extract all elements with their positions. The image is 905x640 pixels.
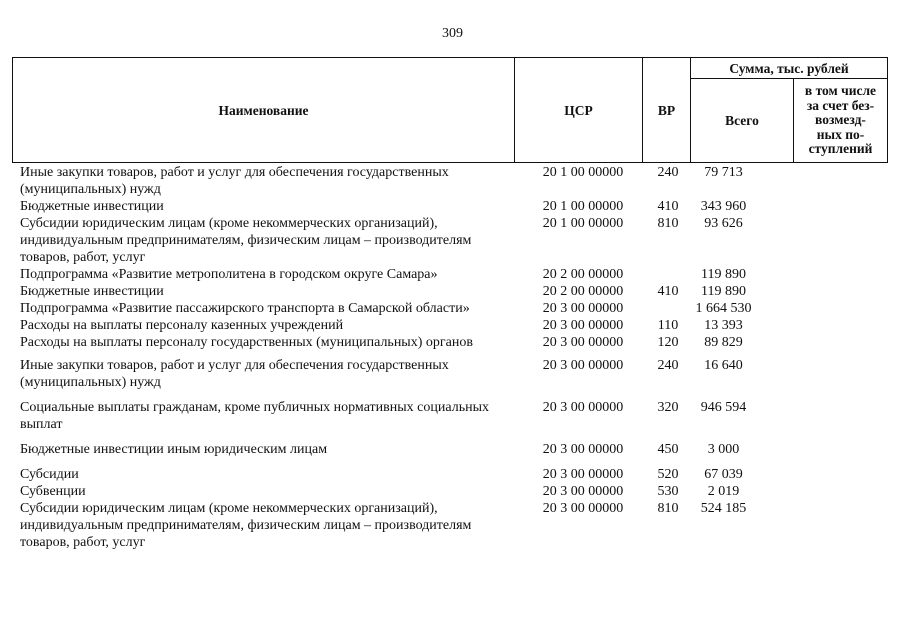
table-header — [12, 57, 888, 163]
table-row — [12, 357, 887, 391]
row-sum: 93 626 — [704, 216, 743, 231]
header-total: Всего — [691, 79, 794, 163]
row-csr: 20 3 00 00000 — [542, 358, 624, 373]
header-including — [794, 79, 888, 163]
row-name: Подпрограмма «Развитие пассажирского транспорта в Самарской области» — [20, 301, 470, 316]
row-sum: 67 039 — [704, 467, 743, 482]
row-vr: 530 — [657, 484, 679, 499]
table-row — [12, 466, 887, 483]
header-name: Наименование — [13, 58, 515, 163]
row-sum: 79 713 — [704, 165, 743, 180]
table-row — [12, 399, 887, 433]
row-csr: 20 2 00 00000 — [542, 267, 624, 282]
table-row — [12, 483, 887, 500]
row-vr: 810 — [657, 216, 679, 231]
row-vr: 410 — [657, 199, 679, 214]
header-including-line: возмезд- — [815, 112, 866, 128]
row-vr: 240 — [657, 165, 679, 180]
row-name: Бюджетные инвестиции иным юридическим лицам — [20, 442, 328, 457]
row-name: Субсидии — [20, 467, 79, 482]
table-row — [12, 300, 887, 317]
table-row — [12, 500, 887, 551]
table-row — [12, 266, 887, 283]
row-csr: 20 3 00 00000 — [542, 335, 624, 350]
row-vr — [642, 300, 690, 317]
row-csr: 20 3 00 00000 — [542, 442, 624, 457]
row-csr: 20 3 00 00000 — [542, 301, 624, 316]
row-sum: 343 960 — [700, 199, 747, 214]
row-csr: 20 1 00 00000 — [542, 165, 624, 180]
row-vr: 120 — [657, 335, 679, 350]
table-body — [12, 164, 887, 551]
row-vr: 450 — [657, 442, 679, 457]
row-name: Субвенции — [20, 484, 86, 499]
header-including-line: ных по- — [816, 126, 865, 142]
table-row — [12, 164, 887, 198]
row-sum: 119 890 — [701, 284, 746, 299]
row-csr: 20 1 00 00000 — [542, 199, 624, 214]
table-row — [12, 283, 887, 300]
row-name: Бюджетные инвестиции — [20, 199, 164, 214]
row-name: Субсидии юридическим лицам (кроме некоммерческих организаций), индивидуальным предпринимателям, физическим лицам – производителям товаров, работ, услуг — [20, 216, 472, 265]
table-row — [12, 215, 887, 266]
row-vr: 320 — [657, 400, 679, 415]
row-csr: 20 3 00 00000 — [542, 318, 624, 333]
row-sum: 3 000 — [707, 442, 740, 457]
row-csr: 20 1 00 00000 — [542, 216, 624, 231]
row-sum: 89 829 — [704, 335, 743, 350]
row-vr: 520 — [657, 467, 679, 482]
table-row — [12, 334, 887, 351]
row-vr: 810 — [657, 501, 679, 516]
table-row — [12, 198, 887, 215]
table-row — [12, 441, 887, 458]
header-including-line: ступлений — [808, 141, 873, 157]
row-sum: 524 185 — [700, 501, 747, 516]
row-name: Иные закупки товаров, работ и услуг для обеспечения государственных (муниципальных) нужд — [20, 358, 449, 390]
header-vr: ВР — [643, 58, 691, 163]
row-sum: 119 890 — [701, 267, 746, 282]
row-csr: 20 3 00 00000 — [542, 467, 624, 482]
row-vr — [642, 266, 690, 283]
header-csr: ЦСР — [515, 58, 643, 163]
row-name: Иные закупки товаров, работ и услуг для обеспечения государственных (муниципальных) нужд — [20, 165, 449, 197]
header-sum-group: Сумма, тыс. рублей — [691, 58, 888, 79]
row-csr: 20 3 00 00000 — [542, 400, 624, 415]
row-sum: 13 393 — [704, 318, 743, 333]
header-including-line: в том числе — [804, 83, 877, 99]
row-name: Расходы на выплаты персоналу государственных (муниципальных) органов — [20, 335, 473, 350]
row-sum: 16 640 — [704, 358, 743, 373]
row-csr: 20 2 00 00000 — [542, 284, 624, 299]
header-including-line: за счет без- — [806, 97, 875, 113]
row-vr: 410 — [657, 284, 679, 299]
row-csr: 20 3 00 00000 — [542, 484, 624, 499]
row-name: Подпрограмма «Развитие метрополитена в городском округе Самара» — [20, 267, 438, 282]
row-vr: 240 — [657, 358, 679, 373]
row-vr: 110 — [657, 318, 679, 333]
row-csr: 20 3 00 00000 — [542, 501, 624, 516]
table-row — [12, 317, 887, 334]
row-name: Бюджетные инвестиции — [20, 284, 164, 299]
row-name: Субсидии юридическим лицам (кроме некоммерческих организаций), индивидуальным предпринимателям, физическим лицам – производителям товаров, работ, услуг — [20, 501, 472, 550]
row-name: Социальные выплаты гражданам, кроме публичных нормативных социальных выплат — [20, 400, 489, 432]
row-sum: 2 019 — [707, 484, 740, 499]
row-sum: 946 594 — [700, 400, 747, 415]
page-number: 309 — [442, 26, 463, 41]
row-sum: 1 664 530 — [695, 301, 752, 316]
row-name: Расходы на выплаты персоналу казенных учреждений — [20, 318, 344, 333]
